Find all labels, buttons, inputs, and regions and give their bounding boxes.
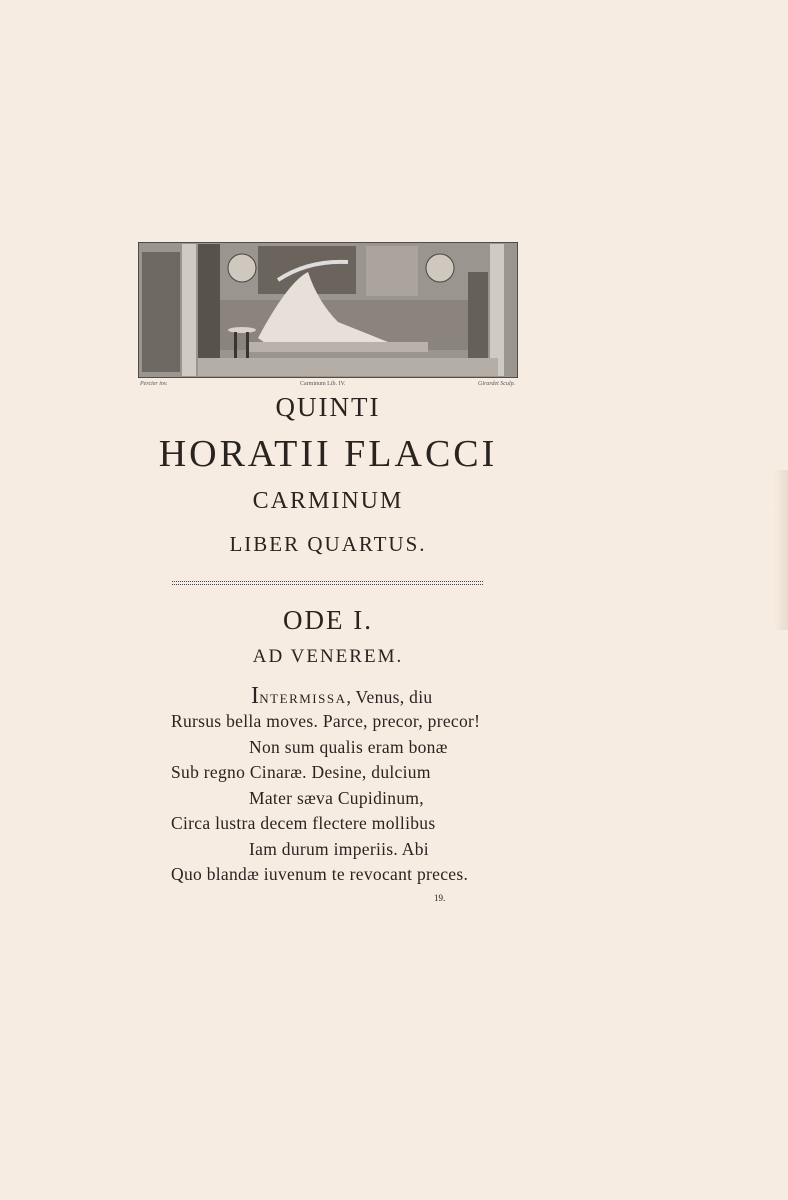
drop-initial: I bbox=[251, 683, 260, 709]
engraving-caption: Carminum Lib. IV. bbox=[300, 381, 346, 387]
title-line-2: HORATII FLACCI bbox=[158, 433, 498, 475]
title-line-4: LIBER QUARTUS. bbox=[229, 532, 427, 556]
poem-line: Circa lustra decem flectere mollibus bbox=[171, 813, 436, 833]
couch bbox=[248, 342, 428, 352]
ode-heading: ODE I. bbox=[283, 605, 373, 635]
engraving-credit-right: Girardet Sculp. bbox=[478, 381, 516, 387]
title-line-3: CARMINUM bbox=[252, 488, 404, 514]
engraving-illustration bbox=[138, 242, 518, 378]
poem-line: Sub regno Cinaræ. Desine, dulcium bbox=[171, 762, 431, 782]
engraving-credit-left: Percier inv. bbox=[140, 381, 168, 387]
poem-line: Rursus bella moves. Parce, precor, precor! bbox=[171, 711, 481, 731]
title-line-1: QUINTI bbox=[275, 392, 381, 422]
poem-line: Quo blandæ iuvenum te revocant preces. bbox=[171, 864, 469, 884]
tiled-floor bbox=[198, 358, 498, 376]
ode-subheading: AD VENEREM. bbox=[252, 646, 404, 667]
page-number: 19. bbox=[434, 893, 446, 903]
poem-line: Iam durum imperiis. Abi bbox=[249, 839, 429, 859]
poem-line-1: INTERMISSA, Venus, diu bbox=[251, 683, 433, 709]
poem-line: Mater sæva Cupidinum, bbox=[249, 788, 424, 808]
column-right bbox=[490, 244, 504, 376]
page-edge bbox=[774, 470, 788, 630]
column-left bbox=[182, 244, 196, 376]
poem-line: Non sum qualis eram bonæ bbox=[249, 737, 448, 757]
ornamental-rule bbox=[172, 581, 483, 585]
